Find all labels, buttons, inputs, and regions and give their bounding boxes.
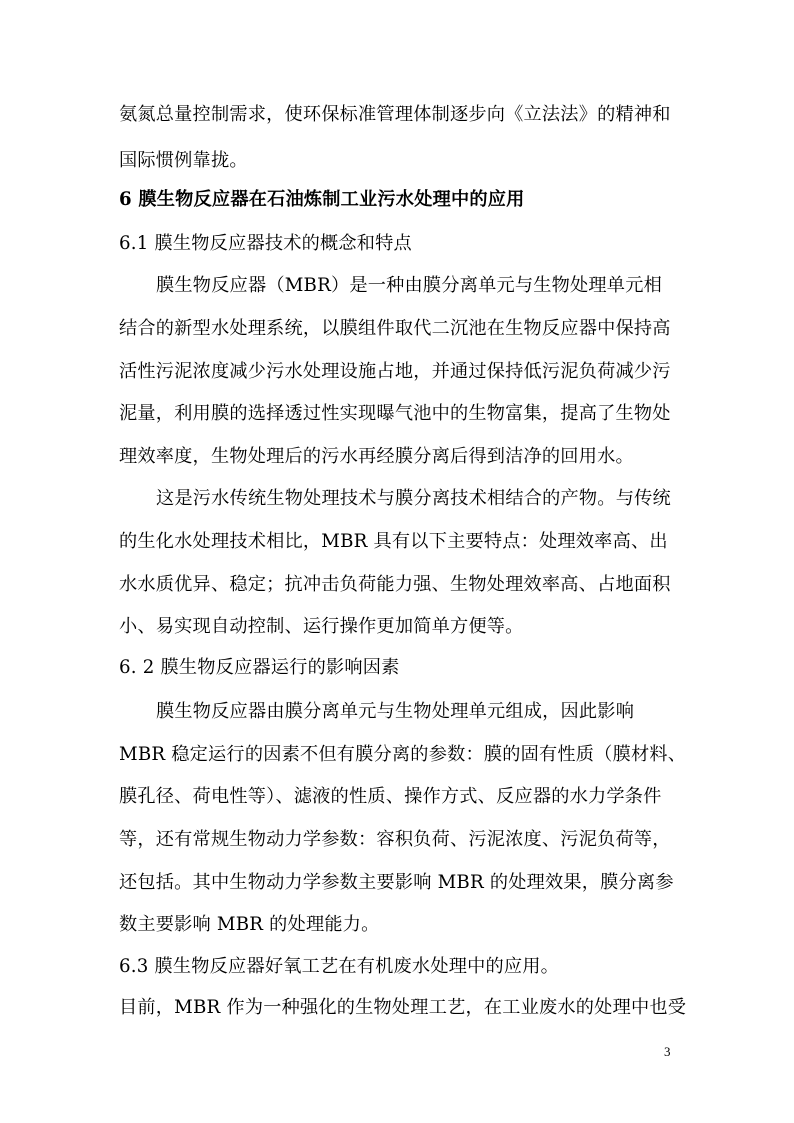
paragraph-first-line: 膜生物反应器（MBR）是一种由膜分离单元与生物处理单元相: [156, 275, 662, 296]
body-text-line: 数主要影响 MBR 的处理能力。: [119, 914, 380, 935]
body-text-line: 膜孔径、荷电性等）、滤液的性质、操作方式、反应器的水力学条件: [119, 786, 662, 807]
subsection-heading: 6. 2 膜生物反应器运行的影响因素: [119, 657, 400, 678]
body-text-line: 等，还有常规生物动力学参数：容积负荷、污泥浓度、污泥负荷等，: [119, 829, 671, 850]
body-text-line: 泥量，利用膜的选择透过性实现曝气池中的生物富集，提高了生物处: [119, 403, 671, 424]
body-text-line: 小、易实现自动控制、运行操作更加简单方便等。: [119, 616, 524, 637]
paragraph-first-line: 膜生物反应器由膜分离单元与生物处理单元组成，因此影响: [156, 701, 635, 722]
body-text-line: 的生化水处理技术相比，MBR 具有以下主要特点：处理效率高、出: [119, 531, 668, 552]
body-text-line: 理效率度，生物处理后的污水再经膜分离后得到洁净的回用水。: [119, 446, 634, 467]
body-text-line: 结合的新型水处理系统，以膜组件取代二沉池在生物反应器中保持高: [119, 318, 671, 339]
subsection-heading: 6.3 膜生物反应器好氧工艺在有机废水处理中的应用。: [119, 956, 560, 977]
subsection-heading: 6.1 膜生物反应器技术的概念和特点: [119, 233, 412, 254]
body-text-line: MBR 稳定运行的因素不但有膜分离的参数：膜的固有性质（膜材料、: [119, 744, 687, 765]
body-text-line: 还包括。其中生物动力学参数主要影响 MBR 的处理效果，膜分离参: [119, 872, 674, 893]
body-text-line: 氨氮总量控制需求，使环保标准管理体制逐步向《立法法》的精神和: [119, 104, 671, 125]
paragraph-first-line: 这是污水传统生物处理技术与膜分离技术相结合的产物。与传统: [156, 488, 671, 509]
body-text-line: 国际惯例靠拢。: [119, 150, 248, 171]
page-number: 3: [664, 1044, 671, 1059]
body-text-line: 活性污泥浓度减少污水处理设施占地，并通过保持低污泥负荷减少污: [119, 361, 671, 382]
section-heading: 6 膜生物反应器在石油炼制工业污水处理中的应用: [119, 189, 525, 210]
body-text-line: 水水质优异、稳定；抗冲击负荷能力强、生物处理效率高、占地面积: [119, 574, 671, 595]
body-text-line: 目前，MBR 作为一种强化的生物处理工艺，在工业废水的处理中也受: [119, 997, 687, 1018]
